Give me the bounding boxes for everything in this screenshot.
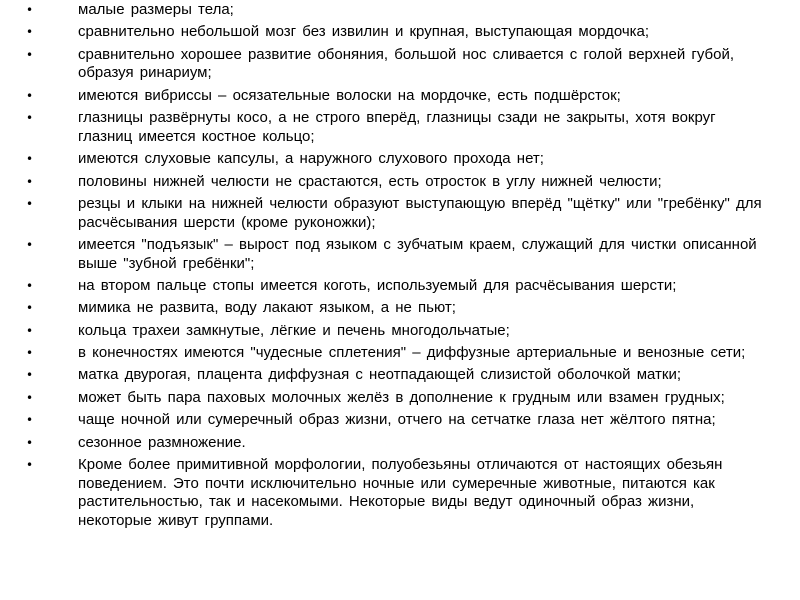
bullet-icon: • [26, 152, 34, 167]
list-item-text: на втором пальце стопы имеется коготь, используемый для расчёсывания шерсти; [78, 276, 677, 294]
list-item-text: малые размеры тела; [78, 1, 234, 18]
list-item-text: может быть пара паховых молочных желёз в дополнение к грудным или взамен грудных; [78, 388, 725, 406]
bullet-list [26, 1, 762, 534]
bullet-icon: • [26, 368, 34, 383]
list-item-text: в конечностях имеются "чудесные сплетения" – диффузные артериальные и венозные сети; [78, 344, 746, 362]
list-item-text: имеются слуховые капсулы, а наружного слухового прохода нет; [78, 150, 544, 168]
list-item-text: сравнительно небольшой мозг без извилин и крупная, выступающая мордочка; [78, 23, 650, 41]
list-item [26, 299, 762, 318]
bullet-icon: • [26, 174, 34, 189]
list-item [26, 23, 762, 42]
list-item [26, 277, 762, 296]
list-item-text: сезонное размножение. [78, 433, 246, 451]
bullet-icon: • [26, 323, 34, 338]
bullet-icon: • [26, 278, 34, 293]
list-item [26, 173, 762, 192]
bullet-icon: • [26, 111, 34, 126]
list-item-text: имеются вибриссы – осязательные волоски на мордочке, есть подшёрсток; [78, 86, 621, 104]
list-item-text: сравнительно хорошее развитие обоняния, большой нос сливается с голой верхней губой, образуя ринариум; [78, 45, 735, 82]
bullet-icon: • [26, 301, 34, 316]
bullet-icon: • [26, 346, 34, 361]
list-item [26, 322, 762, 341]
list-item-text: кольца трахеи замкнутые, лёгкие и печень многодольчатые; [78, 321, 510, 339]
bullet-icon: • [26, 390, 34, 405]
list-item [26, 411, 762, 430]
list-item-text: имеется "подъязык" – вырост под языком с зубчатым краем, служащий для чистки описанной выше "зубной гребёнки"; [78, 235, 757, 272]
list-item [26, 236, 762, 273]
list-item [26, 46, 762, 83]
list-item-text: глазницы развёрнуты косо, а не строго вперёд, глазницы сзади не закрыты, хотя вокруг глазниц имеется костное кольцо; [78, 109, 716, 145]
list-item-text: половины нижней челюсти не срастаются, есть отросток в углу нижней челюсти; [78, 172, 662, 190]
bullet-icon: • [26, 458, 34, 473]
bullet-icon: • [26, 25, 34, 40]
bullet-icon: • [26, 3, 34, 17]
bullet-icon: • [26, 413, 34, 428]
list-item [26, 389, 762, 408]
list-item [26, 87, 762, 106]
list-item-text: матка двурогая, плацента диффузная с неотпадающей слизистой оболочкой матки; [78, 366, 682, 384]
list-item [26, 456, 762, 530]
bullet-icon: • [26, 196, 34, 211]
list-item-text: резцы и клыки на нижней челюсти образуют выступающую вперёд "щётку" или "гребёнку" для расчёсывания шерсти (кроме руконожки); [78, 194, 762, 231]
bullet-icon: • [26, 435, 34, 450]
list-item-text: мимика не развита, воду лакают языком, а не пьют; [78, 299, 456, 317]
list-item [26, 344, 762, 363]
list-item-text: чаще ночной или сумеречный образ жизни, отчего на сетчатке глаза нет жёлтого пятна; [78, 411, 716, 429]
list-item [26, 366, 762, 385]
bullet-icon: • [26, 47, 34, 62]
bullet-icon: • [26, 88, 34, 103]
list-item [26, 195, 762, 232]
bullet-icon: • [26, 237, 34, 252]
list-item-text: Кроме более примитивной морфологии, полуобезьяны отличаются от настоящих обезьян поведением. Это почти исключительно ночные или сумеречные животные, питаются как растительностью, так и насекомыми. Некоторые виды ведут одиночный образ жизни, некоторые живут группами. [78, 456, 723, 529]
list-item [26, 109, 762, 146]
list-item [26, 150, 762, 169]
list-item [26, 434, 762, 453]
list-item [26, 1, 762, 20]
